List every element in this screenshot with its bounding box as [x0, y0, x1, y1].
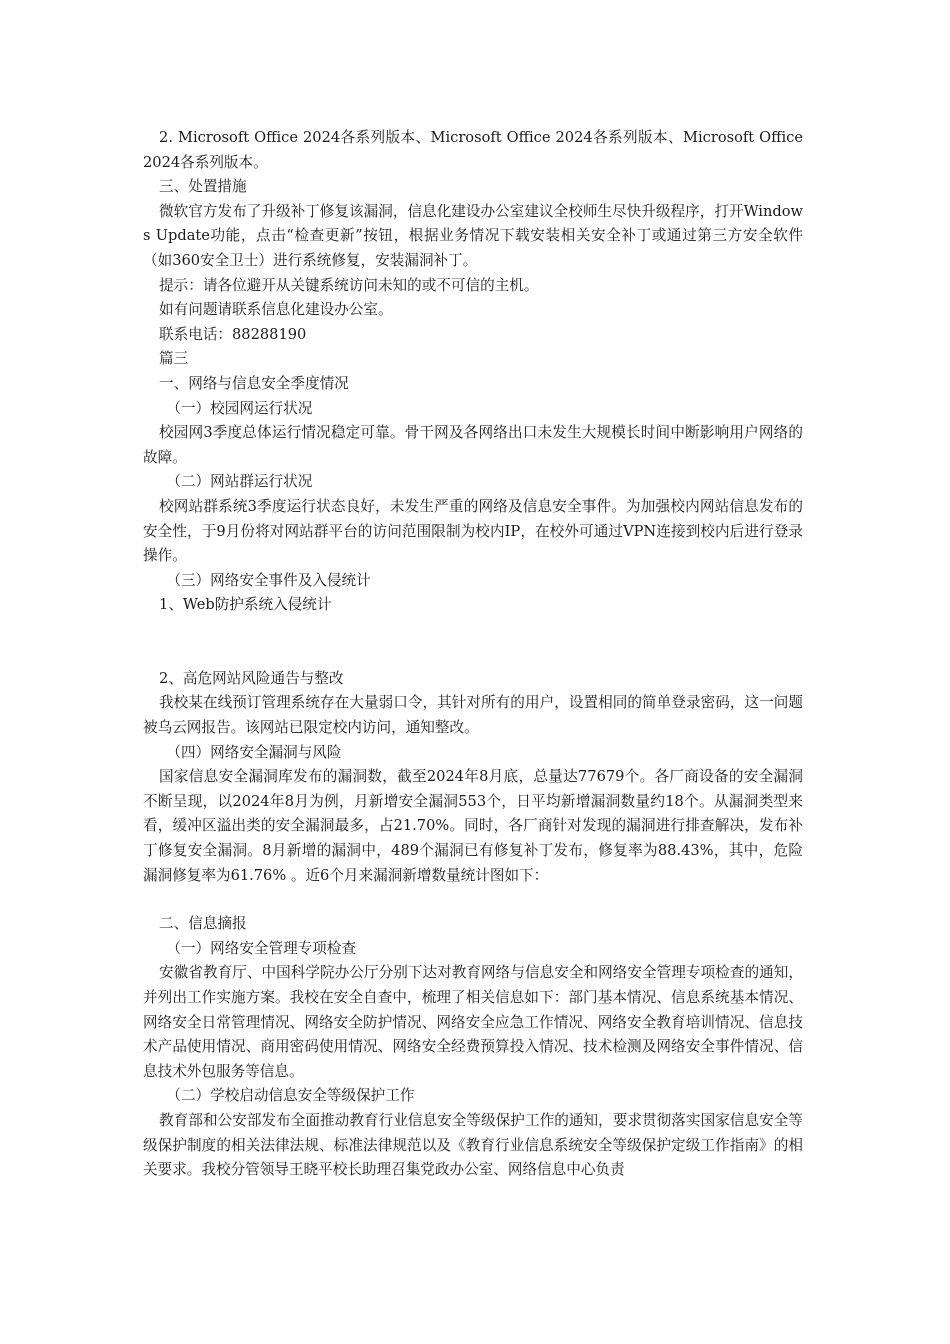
- heading-quarterly-security: 一、网络与信息安全季度情况: [159, 374, 349, 392]
- paragraph-level-protection: 教育部和公安部发布全面推动教育行业信息安全等级保护工作的通知，要求贯彻落实国家信息安全等级保护制度的相关法律法规、标准法律规范以及《教育行业信息系统安全等级保护定级工作指南》的相关要求。我校分管领导王晓平校长助理召集党政办公室、网络信息中心负责: [143, 1111, 803, 1179]
- paragraph-tip: 提示：请各位避开从关键系统访问未知的或不可信的主机。: [159, 276, 539, 294]
- paragraph-office-versions: 2. Microsoft Office 2024各系列版本、Microsoft Office 2024各系列版本、Microsoft Office 2024各系列版本。: [143, 129, 803, 171]
- subheading-campus-network: （一）校园网运行状况: [166, 399, 313, 417]
- heading-measures: 三、处置措施: [159, 178, 247, 196]
- chart-gap: [143, 888, 803, 912]
- subheading-website-group: （二）网站群运行状况: [166, 473, 313, 491]
- paragraph-contact-phone: 联系电话：88288190: [159, 325, 307, 343]
- paragraph-special-inspection: 安徽省教育厅、中国科学院办公厅分别下达对教育网络与信息安全和网络安全管理专项检查的通知，并列出工作实施方案。我校在安全自查中，梳理了相关信息如下：部门基本情况、信息系统基本情况、网络安全日常管理情况、网络安全防护情况、网络安全应急工作情况、网络安全教育培训情况、信息技术产品使用情况、商用密码使用情况、网络安全经费预算投入情况、技术检测及网络安全事件情况、信息技术外包服务等信息。: [143, 964, 803, 1080]
- figure-gap: [143, 618, 803, 667]
- paragraph-contact-office: 如有问题请联系信息化建设办公室。: [159, 301, 393, 319]
- document-page: [143, 126, 803, 1183]
- subheading-special-inspection: （一）网络安全管理专项检查: [166, 939, 357, 957]
- item-high-risk-sites: 2、高危网站风险通告与整改: [159, 669, 344, 687]
- paragraph-website-group: 校网站群系统3季度运行状态良好，未发生严重的网络及信息安全事件。为加强校内网站信息发布的安全性，于9月份将对网站群平台的访问范围限制为校内IP，在校外可通过VPN连接到校内后进行登录操作。: [143, 497, 803, 565]
- paragraph-campus-network: 校园网3季度总体运行情况稳定可靠。骨干网及各网络出口未发生大规模长时间中断影响用户网络的故障。: [143, 424, 803, 466]
- paragraph-microsoft-patch: 微软官方发布了升级补丁修复该漏洞，信息化建设办公室建议全校师生尽快升级程序，打开Windows Update功能，点击“检查更新”按钮，根据业务情况下载安装相关安全补丁或通过第三方安全软件（如360安全卫士）进行系统修复，安装漏洞补丁。: [143, 202, 803, 269]
- subheading-level-protection: （二）学校启动信息安全等级保护工作: [166, 1087, 415, 1105]
- heading-info-digest: 二、信息摘报: [159, 915, 247, 933]
- item-web-protection: 1、Web防护系统入侵统计: [159, 596, 332, 614]
- heading-part-three: 篇三: [159, 350, 189, 368]
- subheading-security-events: （三）网络安全事件及入侵统计: [166, 571, 371, 589]
- subheading-vulnerabilities: （四）网络安全漏洞与风险: [166, 743, 342, 761]
- paragraph-vulnerability-stats: 国家信息安全漏洞库发布的漏洞数，截至2024年8月底，总量达77679个。各厂商设备的安全漏洞不断呈现，以2024年8月为例，月新增安全漏洞553个，日平均新增漏洞数量约18个。从漏洞类型来看，缓冲区溢出类的安全漏洞最多，占21.70%。同时，各厂商针对发现的漏洞进行排查解决，发布补丁修复安全漏洞。8月新增的漏洞中，489个漏洞已有修复补丁发布，修复率为88.43%，其中，危险漏洞修复率为61.76% 。近6个月来漏洞新增数量统计图如下：: [143, 768, 803, 884]
- paragraph-weak-password: 我校某在线预订管理系统存在大量弱口令，其针对所有的用户，设置相同的简单登录密码，这一问题被乌云网报告。该网站已限定校内访问，通知整改。: [143, 694, 803, 737]
